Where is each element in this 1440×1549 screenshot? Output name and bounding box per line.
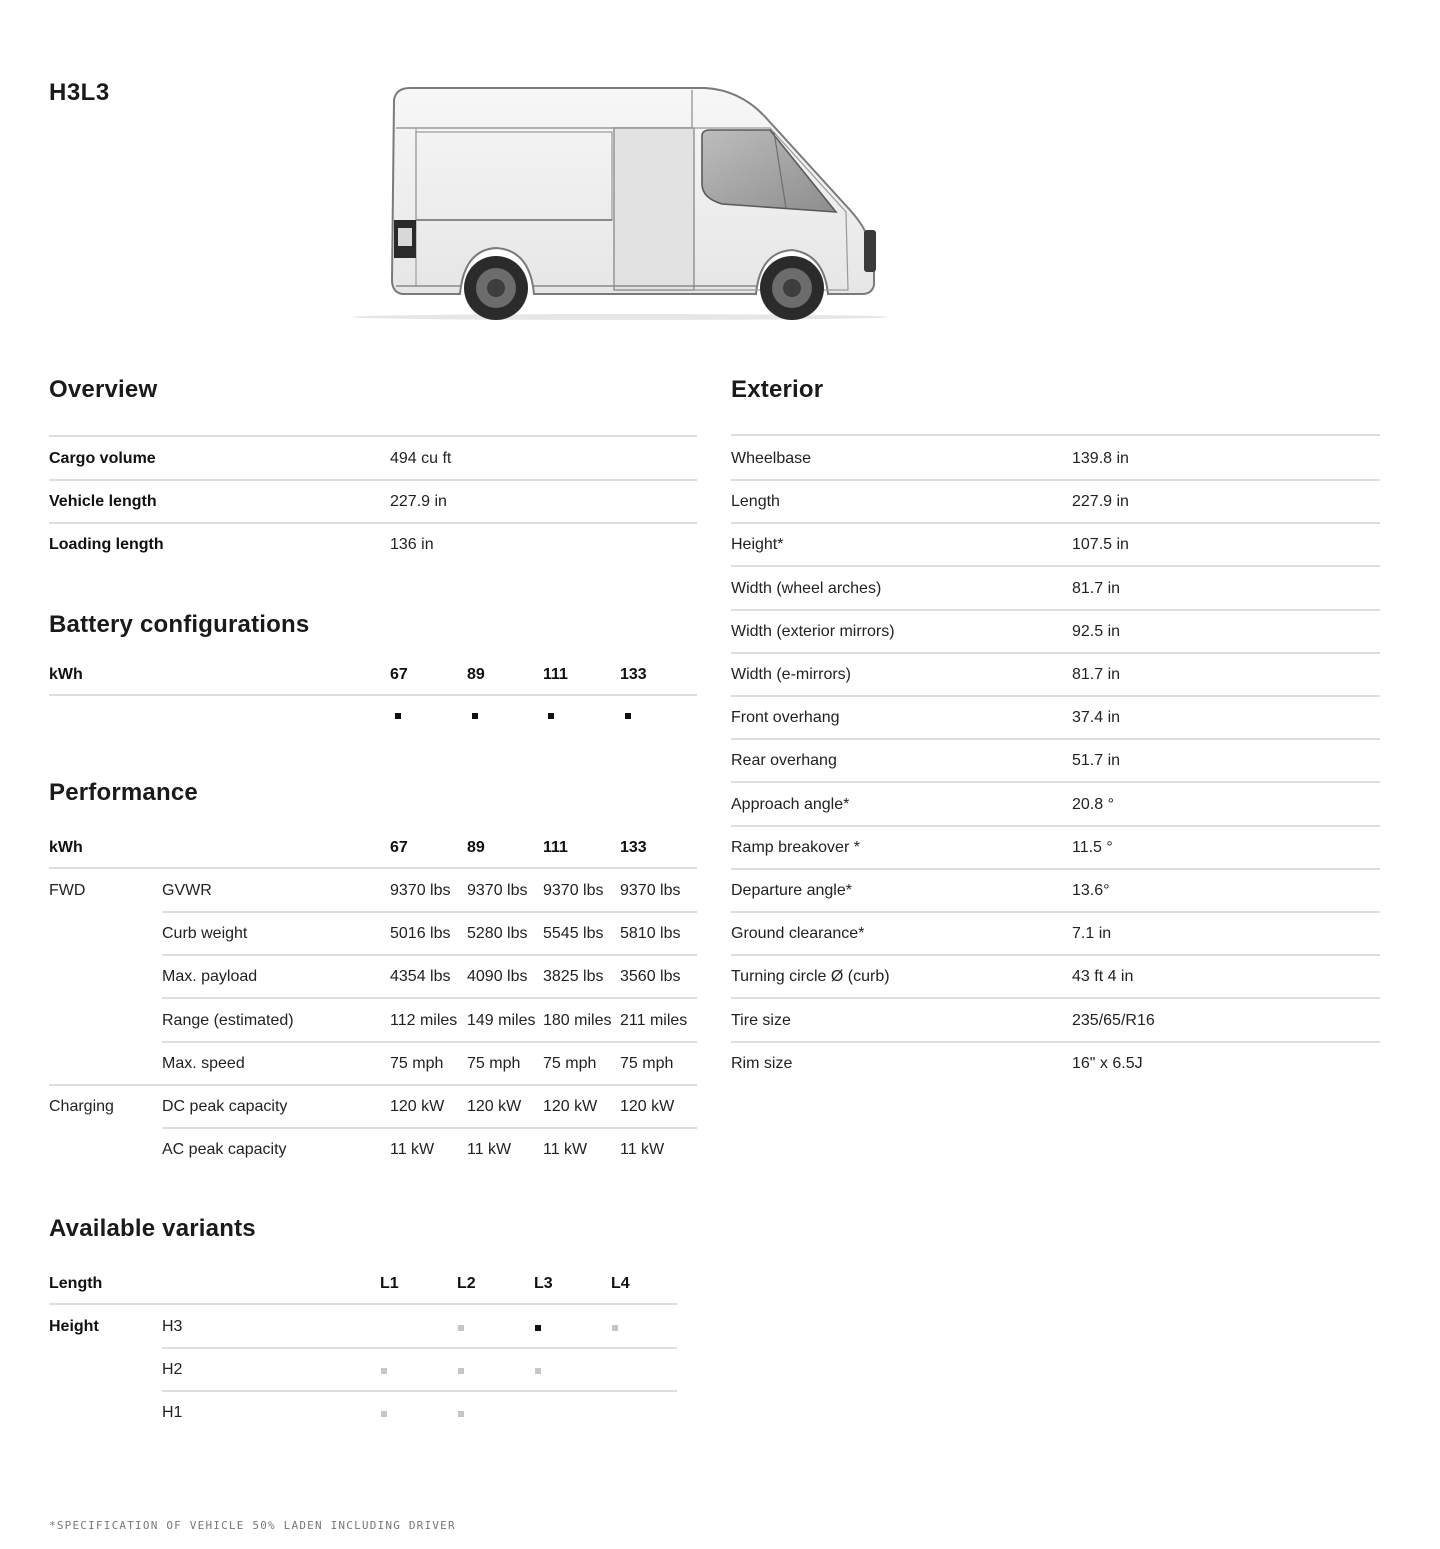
exterior-value: 81.7 in (1072, 579, 1121, 597)
divider (49, 479, 697, 481)
performance-value: 4354 lbs (390, 968, 451, 986)
divider (731, 825, 1380, 827)
divider (731, 565, 1380, 567)
battery-available-mark (625, 713, 631, 719)
performance-value: 5280 lbs (467, 925, 528, 943)
variant-height: H2 (162, 1361, 183, 1378)
van-illustration (350, 80, 890, 330)
footnote: *SPECIFICATION OF VEHICLE 50% LADEN INCLUDING DRIVER (49, 1519, 456, 1532)
exterior-label: Height* (731, 536, 784, 554)
performance-row-label: AC peak capacity (162, 1141, 287, 1159)
exterior-value: 11.5 ° (1072, 838, 1113, 856)
divider (731, 434, 1380, 436)
exterior-label: Width (e-mirrors) (731, 666, 851, 683)
divider (49, 867, 697, 869)
performance-value: 5545 lbs (543, 925, 604, 943)
exterior-value: 235/65/R16 (1072, 1011, 1155, 1029)
performance-value: 9370 lbs (390, 882, 451, 899)
variant-available-mark (458, 1325, 464, 1331)
variant-length: L2 (457, 1275, 476, 1292)
divider (162, 1041, 697, 1043)
exterior-value: 20.8 ° (1072, 795, 1114, 813)
exterior-value: 81.7 in (1072, 666, 1121, 683)
divider (162, 911, 697, 913)
exterior-label: Front overhang (731, 709, 840, 727)
model-title: H3L3 (49, 79, 110, 106)
performance-column: 89 (467, 839, 485, 856)
performance-value: 5016 lbs (390, 925, 451, 943)
performance-value: 11 kW (467, 1141, 512, 1159)
performance-value: 112 miles (390, 1011, 458, 1029)
variant-available-mark (381, 1368, 387, 1374)
variant-length: L4 (611, 1275, 630, 1292)
overview-value: 136 in (390, 536, 434, 553)
performance-value: 11 kW (620, 1141, 665, 1159)
exterior-label: Length (731, 493, 780, 511)
exterior-value: 139.8 in (1072, 450, 1129, 467)
exterior-value: 43 ft 4 in (1072, 968, 1134, 986)
overview-label: Vehicle length (49, 493, 157, 510)
divider (731, 695, 1380, 697)
performance-value: 120 kW (467, 1098, 522, 1115)
exterior-label: Rim size (731, 1054, 793, 1072)
exterior-label: Width (wheel arches) (731, 579, 882, 597)
overview-value: 227.9 in (390, 493, 447, 510)
exterior-value: 51.7 in (1072, 752, 1121, 770)
divider (162, 954, 697, 956)
divider (49, 1084, 697, 1086)
variant-available-mark (458, 1368, 464, 1374)
performance-row-label: Curb weight (162, 925, 248, 943)
exterior-title: Exterior (731, 376, 824, 403)
variants-height-label: Height (49, 1318, 99, 1335)
battery-option: 67 (390, 666, 408, 683)
variant-height: H3 (162, 1318, 183, 1335)
variant-height: H1 (162, 1404, 183, 1421)
exterior-label: Approach angle* (731, 795, 850, 813)
exterior-label: Ramp breakover * (731, 838, 860, 856)
performance-value: 120 kW (390, 1098, 445, 1115)
battery-available-mark (472, 713, 478, 719)
variant-available-mark (612, 1325, 618, 1331)
divider (731, 652, 1380, 654)
performance-value: 75 mph (467, 1054, 521, 1072)
exterior-value: 7.1 in (1072, 925, 1112, 943)
performance-value: 3560 lbs (620, 968, 681, 986)
variant-available-mark (535, 1368, 541, 1374)
exterior-value: 16" x 6.5J (1072, 1054, 1143, 1072)
battery-unit-label: kWh (49, 666, 83, 683)
battery-option: 111 (543, 666, 568, 683)
performance-value: 75 mph (620, 1054, 674, 1072)
performance-row-label: Max. speed (162, 1054, 245, 1072)
variant-available-mark (458, 1411, 464, 1417)
divider (49, 435, 697, 437)
performance-value: 11 kW (543, 1141, 588, 1159)
divider (731, 911, 1380, 913)
performance-group-label: FWD (49, 882, 86, 899)
performance-row-label: Range (estimated) (162, 1011, 294, 1029)
exterior-label: Width (exterior mirrors) (731, 622, 895, 640)
divider (731, 954, 1380, 956)
exterior-value: 13.6° (1072, 882, 1110, 899)
performance-row-label: DC peak capacity (162, 1098, 288, 1115)
overview-title: Overview (49, 376, 158, 403)
exterior-value: 227.9 in (1072, 493, 1129, 511)
performance-row-label: GVWR (162, 882, 212, 899)
overview-label: Cargo volume (49, 450, 156, 467)
variants-title: Available variants (49, 1215, 256, 1242)
performance-value: 4090 lbs (467, 968, 528, 986)
exterior-label: Turning circle Ø (curb) (731, 968, 890, 986)
battery-option: 133 (620, 666, 647, 683)
divider (731, 1041, 1380, 1043)
performance-value: 75 mph (390, 1054, 444, 1072)
performance-value: 180 miles (543, 1011, 612, 1029)
variant-length: L3 (534, 1275, 553, 1292)
variant-selected-mark (535, 1325, 541, 1331)
performance-column: 111 (543, 839, 568, 856)
performance-value: 75 mph (543, 1054, 597, 1072)
performance-column: 67 (390, 839, 408, 856)
exterior-value: 37.4 in (1072, 709, 1121, 727)
performance-value: 9370 lbs (467, 882, 528, 899)
divider (162, 1127, 697, 1129)
variant-length: L1 (380, 1275, 399, 1292)
battery-title: Battery configurations (49, 611, 310, 638)
exterior-value: 107.5 in (1072, 536, 1129, 554)
divider (162, 1347, 677, 1349)
performance-row-label: Max. payload (162, 968, 258, 986)
divider (731, 738, 1380, 740)
performance-value: 211 miles (620, 1011, 688, 1029)
performance-column: 133 (620, 839, 647, 856)
divider (731, 868, 1380, 870)
battery-available-mark (395, 713, 401, 719)
divider (731, 997, 1380, 999)
performance-value: 11 kW (390, 1141, 435, 1159)
exterior-label: Tire size (731, 1011, 791, 1029)
divider (162, 1390, 677, 1392)
variants-length-label: Length (49, 1275, 103, 1292)
exterior-label: Ground clearance* (731, 925, 865, 943)
performance-value: 9370 lbs (543, 882, 604, 899)
battery-available-mark (548, 713, 554, 719)
performance-value: 149 miles (467, 1011, 536, 1029)
divider (731, 609, 1380, 611)
divider (162, 997, 697, 999)
performance-value: 120 kW (543, 1098, 598, 1115)
exterior-label: Departure angle* (731, 882, 852, 899)
performance-value: 3825 lbs (543, 968, 604, 986)
performance-value: 120 kW (620, 1098, 675, 1115)
performance-group-label: Charging (49, 1098, 114, 1115)
divider (731, 479, 1380, 481)
exterior-value: 92.5 in (1072, 622, 1121, 640)
variant-available-mark (381, 1411, 387, 1417)
overview-label: Loading length (49, 536, 164, 553)
performance-value: 5810 lbs (620, 925, 681, 943)
divider (49, 522, 697, 524)
exterior-label: Rear overhang (731, 752, 837, 770)
divider (49, 694, 697, 696)
performance-value: 9370 lbs (620, 882, 681, 899)
overview-value: 494 cu ft (390, 450, 452, 467)
exterior-label: Wheelbase (731, 450, 812, 467)
battery-option: 89 (467, 666, 485, 683)
divider (731, 522, 1380, 524)
performance-unit-label: kWh (49, 839, 83, 856)
divider (731, 781, 1380, 783)
performance-title: Performance (49, 779, 198, 806)
divider (49, 1303, 677, 1305)
